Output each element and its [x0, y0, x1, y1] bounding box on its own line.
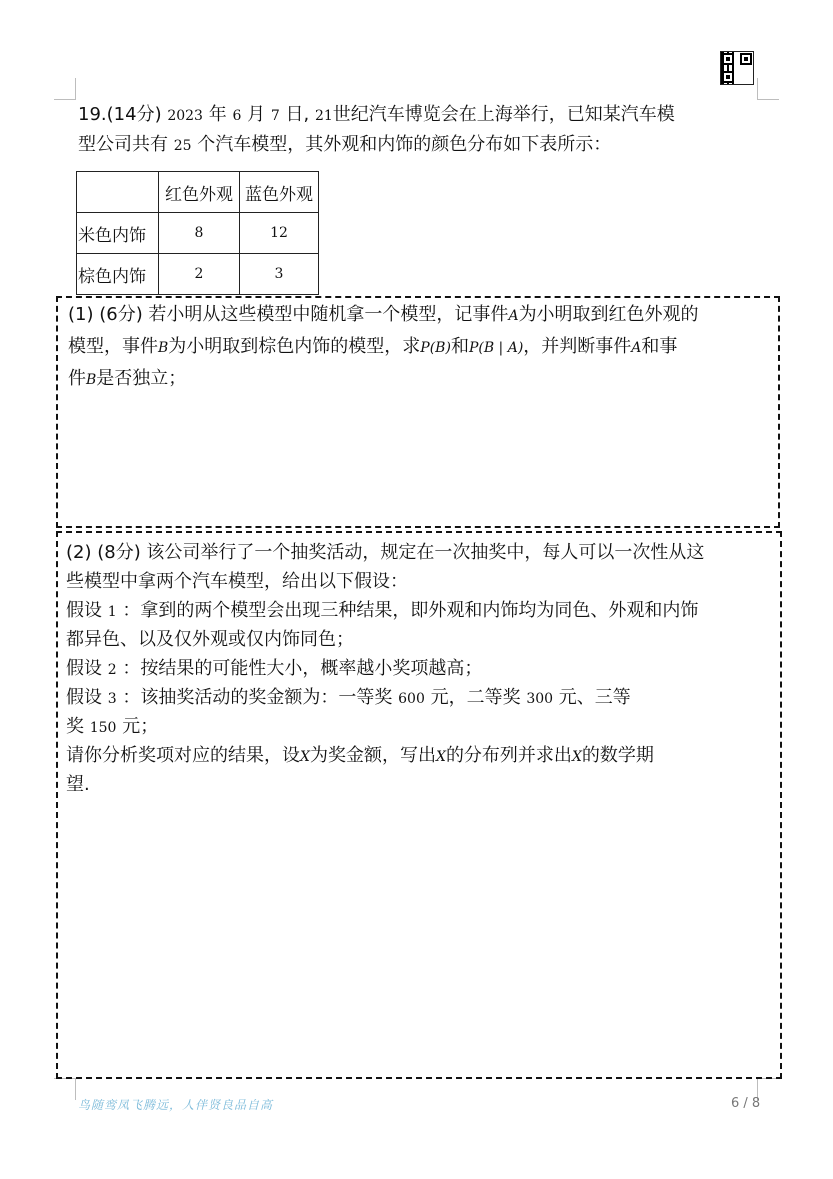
- table-cell: 12: [240, 213, 319, 254]
- crop-mark-top-right-h: [757, 99, 779, 100]
- hypothesis-1-line-1: 假设 1 ：拿到的两个模型会出现三种结果，即外观和内饰均为同色、外观和内饰: [66, 600, 699, 621]
- table-header-cell: 红色外观: [159, 172, 240, 213]
- qr-code-icon: [720, 51, 754, 85]
- crop-mark-top-left: [75, 78, 76, 100]
- crop-mark-top-left-h: [54, 99, 76, 100]
- part1-line-1: (1) (6分) 若小明从这些模型中随机拿一个模型，记事件A为小明取到红色外观的: [68, 304, 699, 325]
- table-cell: 3: [240, 254, 319, 295]
- hypothesis-1-line-2: 都异色、以及仅外观或仅内饰同色；: [66, 629, 354, 650]
- question-number: 19.: [78, 104, 107, 125]
- table-row: [77, 254, 319, 295]
- table-header-row: [77, 172, 319, 213]
- table-row-label: 米色内饰: [77, 213, 159, 254]
- hypothesis-3-line-2: 奖 150 元；: [66, 716, 159, 737]
- table-corner-cell: [77, 172, 159, 213]
- hypothesis-3-line-1: 假设 3 ：该抽奖活动的奖金额为：一等奖 600 元，二等奖 300 元、三等: [66, 687, 631, 708]
- question-intro-line-1: 19.(14分) 2023 年 6 月 7 日, 21世纪汽车博览会在上海举行，已知某汽车模: [78, 104, 675, 125]
- color-distribution-table: [76, 171, 319, 295]
- crop-mark-top-right: [757, 78, 758, 100]
- page-number: 6 / 8: [731, 1096, 761, 1111]
- table-cell: 2: [159, 254, 240, 295]
- part2-line-2: 些模型中拿两个汽车模型，给出以下假设：: [66, 571, 408, 592]
- table-header-cell: 蓝色外观: [240, 172, 319, 213]
- part2-request-line-1: 请你分析奖项对应的结果，设X为奖金额，写出X的分布列并求出X的数学期: [66, 745, 654, 766]
- part2-request-line-2: 望.: [66, 774, 90, 795]
- question-intro-line-2: 型公司共有 25 个汽车模型，其外观和内饰的颜色分布如下表所示：: [78, 134, 612, 155]
- table-row-label: 棕色内饰: [77, 254, 159, 295]
- question-points: (14分): [106, 104, 162, 125]
- table-row: [77, 213, 319, 254]
- part1-line-3: 件B是否独立；: [68, 368, 187, 389]
- answer-box-part-1[interactable]: [56, 296, 780, 528]
- table-cell: 8: [159, 213, 240, 254]
- probability-b-given-a: P(B | A): [468, 340, 524, 356]
- crop-mark-bottom-left: [75, 1078, 76, 1100]
- part2-line-1: (2) (8分) 该公司举行了一个抽奖活动，规定在一次抽奖中，每人可以一次性从这: [66, 542, 705, 563]
- part1-line-2: 模型，事件B为小明取到棕色内饰的模型，求P(B)和P(B | A)，并判断事件A和事: [68, 336, 678, 357]
- footer-motto: 鸟随鸾凤飞腾远，人伴贤良品自高: [78, 1098, 274, 1112]
- hypothesis-2: 假设 2 ：按结果的可能性大小，概率越小奖项越高；: [66, 658, 483, 679]
- probability-b: P(B): [420, 340, 451, 356]
